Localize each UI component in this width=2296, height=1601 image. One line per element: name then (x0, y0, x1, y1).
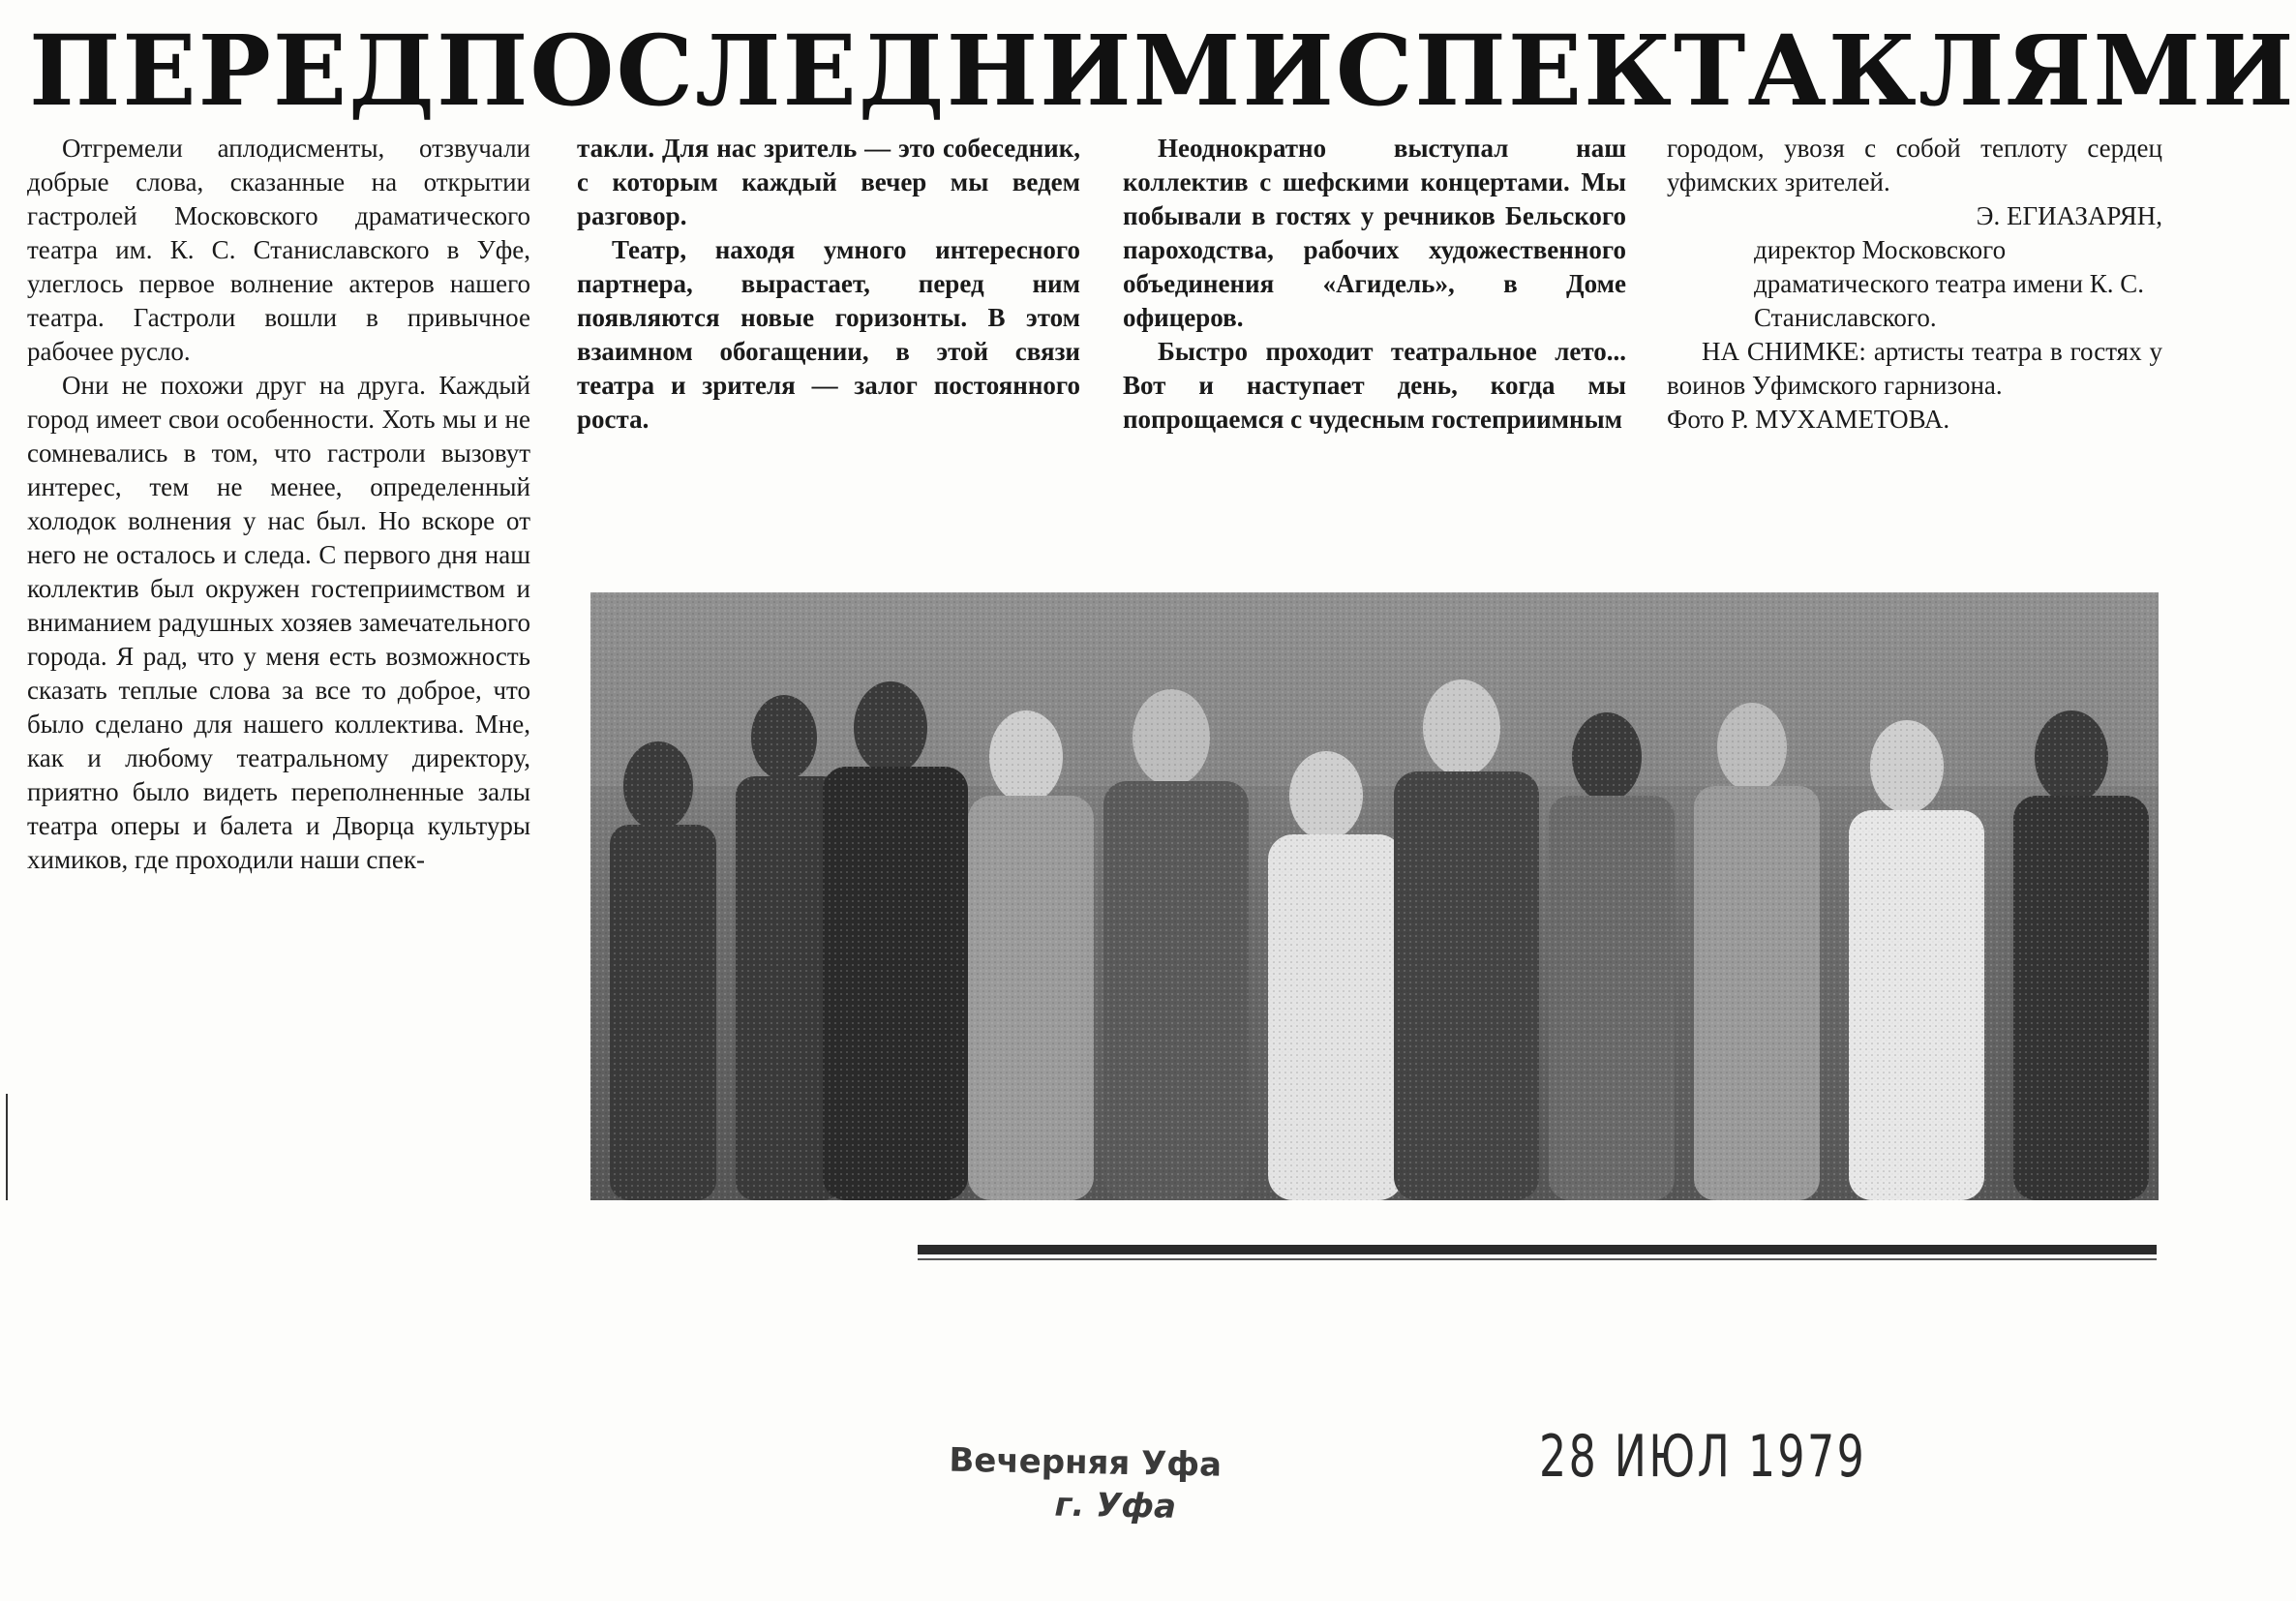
author-title: директор Московского драматического театра имени К. С. Станиславского. (1754, 235, 2144, 332)
paragraph: Неоднократно выступал наш коллектив с шефскими концертами. Мы побывали в гостях у речников Бельского пароходства, рабочих художественного объединения «Агидель», в Доме офицеров. (1123, 134, 1626, 332)
margin-rule (6, 1094, 8, 1200)
article-column-4 (1667, 132, 2162, 437)
paragraph: Быстро проходит театральное лето... Вот и наступает день, когда мы попрощаемся с чудесным гостеприимным (1123, 337, 1626, 434)
group-photo-image (590, 592, 2159, 1200)
photo-credit: Фото Р. МУХАМЕТОВА. (1667, 405, 1950, 434)
headline-word: ПОСЛЕДНИМИ (437, 14, 1336, 128)
headline (29, 14, 2296, 128)
article-column-3 (1123, 132, 1626, 437)
author-signature: Э. ЕГИАЗАРЯН, (1976, 201, 2162, 230)
date-stamp: 28 ИЮЛ 1979 (1539, 1423, 1867, 1491)
stamp-paper-name: Вечерняя Уфа (949, 1440, 1223, 1485)
paragraph: Театр, находя умного интересного партнера, вырастает, перед ним появляются новые горизонты. В этом взаимном обогащении, в этой связи театра и зрителя — залог постоянного роста. (577, 235, 1080, 434)
article-column-1 (27, 132, 530, 877)
paragraph: городом, увозя с собой теплоту сердец уфимских зрителей. (1667, 134, 2162, 196)
paragraph: Они не похожи друг на друга. Каждый город имеет свои особенности. Хоть мы и не сомневались в том, что гастроли вызовут интерес, тем не менее, определенный холодок волнения у нас был. Но вскоре от него не осталось и следа. С первого дня наш коллектив был окружен гостеприимством и вниманием радушных хозяев замечательного города. Я рад, что у меня есть возможность сказать теплые слова за все то доброе, что было сделано для нашего коллектива. Мне, как и любому театральному директору, приятно было видеть переполненные залы театра оперы и балета и Дворца культуры химиков, где проходили наши спек- (27, 371, 530, 874)
article-column-2 (577, 132, 1080, 437)
newspaper-stamp (948, 1439, 1316, 1531)
stamp-city: г. Уфа (1054, 1485, 1177, 1526)
group-photo (590, 592, 2159, 1200)
separator-rule-thin (918, 1258, 2157, 1260)
paragraph: такли. Для нас зритель — это собеседник, с которым каждый вечер мы ведем разговор. (577, 134, 1080, 230)
photo-caption: НА СНИМКЕ: артисты театра в гостях у воинов Уфимского гарнизона. (1667, 337, 2162, 400)
separator-rule (918, 1245, 2157, 1254)
paragraph: Отгремели аплодисменты, отзвучали добрые слова, сказанные на открытии гастролей Московского драматического театра им. К. С. Станиславского в Уфе, улеглось первое волнение актеров нашего театра. Гастроли вошли в привычное рабочее русло. (27, 134, 530, 366)
headline-word: ПЕРЕД (29, 14, 437, 128)
headline-word: СПЕКТАКЛЯМИ (1335, 14, 2296, 128)
